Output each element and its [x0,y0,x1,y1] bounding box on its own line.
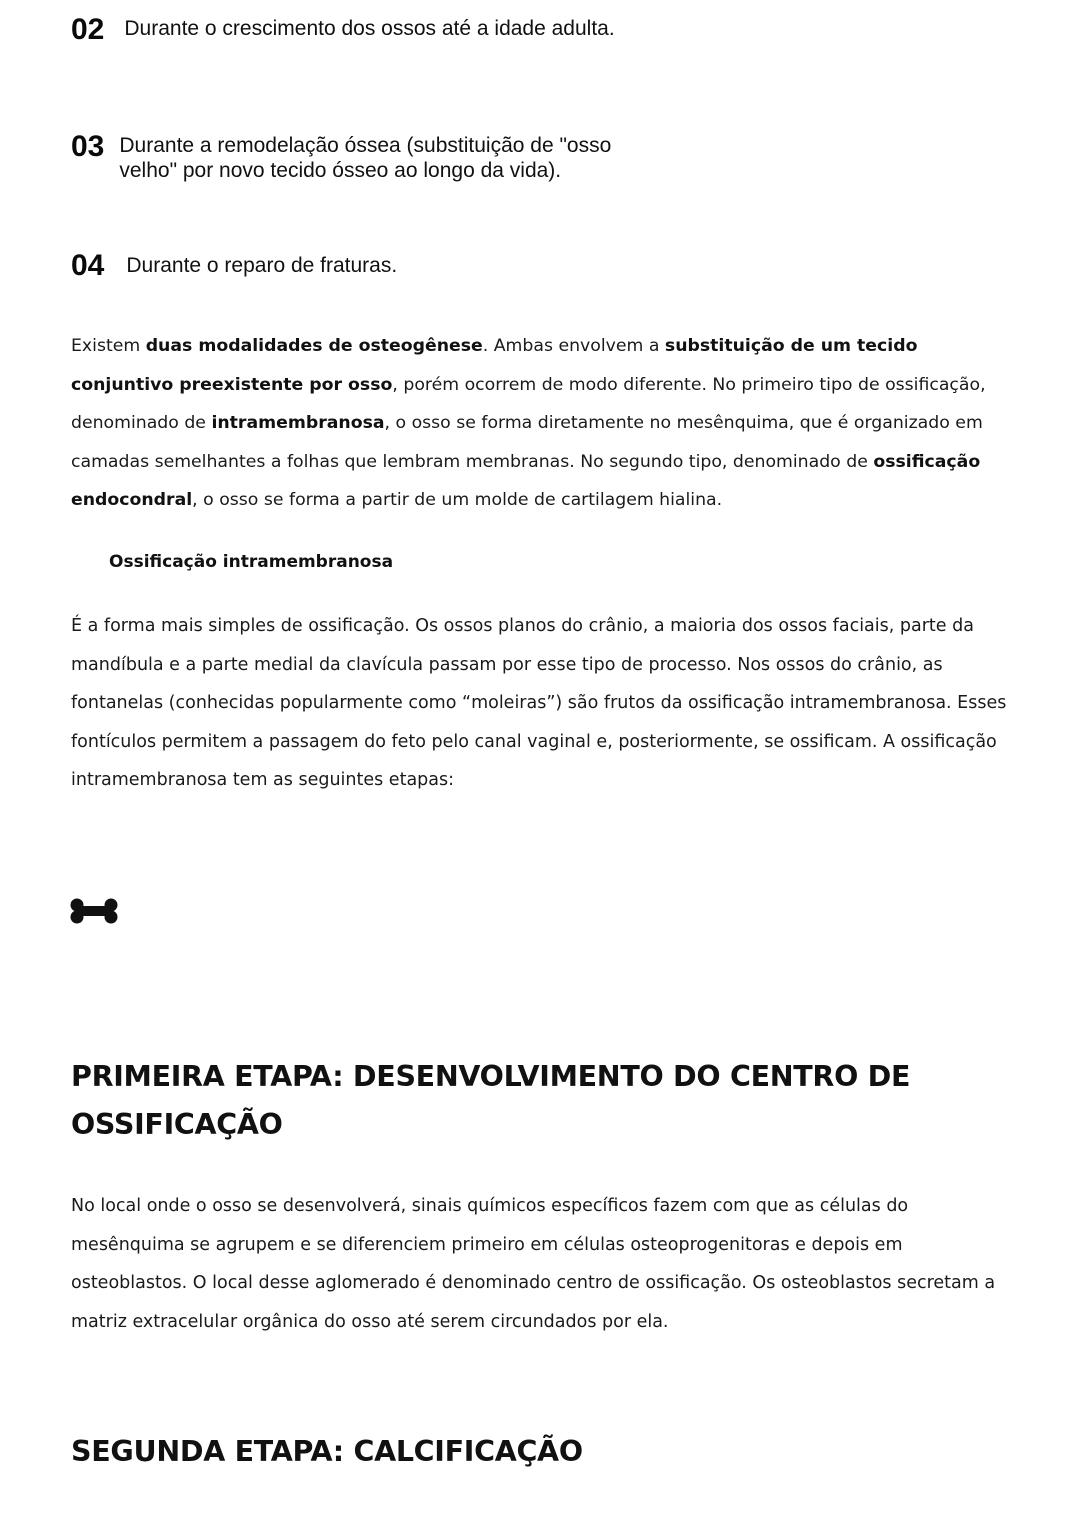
bone-icon [70,898,118,924]
list-text: Durante a remodelação óssea (substituição de "osso velho" por novo tecido ósseo ao longo da vida). [119,134,612,182]
list-text: Durante o reparo de fraturas. [126,254,398,277]
subheading-intramembranosa: Ossificação intramembranosa [109,552,394,572]
intro-text: , o osso se forma diretamente no mesênquima, que é organizado em camadas semelhantes a folhas que lembram membranas. No segundo tipo, denominado de [71,413,983,472]
list-number: 03 [71,130,105,163]
heading-segunda-etapa: SEGUNDA ETAPA: CALCIFICAÇÃO [71,1435,583,1468]
primeira-etapa-paragraph: No local onde o osso se desenvolverá, sinais químicos específicos fazem com que as células do mesênquima se agrupem e se diferenciem primeiro em células osteoprogenitoras e depois em osteoblastos. O local desse aglomerado é denominado centro de ossificação. Os osteoblastos secretam a matriz extracelular orgânica do osso até serem circundados por ela. [71,1196,996,1332]
list-number: 04 [71,249,105,282]
list-text: Durante o crescimento dos ossos até a idade adulta. [124,17,615,40]
intro-paragraph [71,327,1016,520]
heading-primeira-etapa: PRIMEIRA ETAPA: DESENVOLVIMENTO DO CENTRO DE OSSIFICAÇÃO [71,1060,911,1141]
intro-text: Existem [71,336,146,356]
list-item-02 [71,15,615,45]
intro-bold: ossificação endocondral [71,451,981,510]
intro-bold: substituição de um tecido conjuntivo preexistente por osso [71,336,918,395]
intro-text: , porém ocorrem de modo diferente. No primeiro tipo de ossificação, denominado de [71,374,986,433]
list-number: 02 [71,13,105,46]
intro-text: . Ambas envolvem a [482,336,665,356]
intro-text: , o osso se forma a partir de um molde de cartilagem hialina. [192,490,723,510]
intramembranosa-paragraph: É a forma mais simples de ossificação. Os ossos planos do crânio, a maioria dos ossos faciais, parte da mandíbula e a parte medial da clavícula passam por esse tipo de processo. Nos ossos do crânio, as fontanelas (conhecidas popularmente como “moleiras”) são frutos da ossificação intramembranosa. Esses fontículos permitem a passagem do feto pelo canal vaginal e, posteriormente, se ossificam. A ossificação intramembranosa tem as seguintes etapas: [71,616,1007,790]
list-item-03 [71,132,659,183]
list-item-04 [71,251,397,281]
intro-bold: intramembranosa [211,413,385,433]
intro-bold: duas modalidades de osteogênese [145,336,483,356]
